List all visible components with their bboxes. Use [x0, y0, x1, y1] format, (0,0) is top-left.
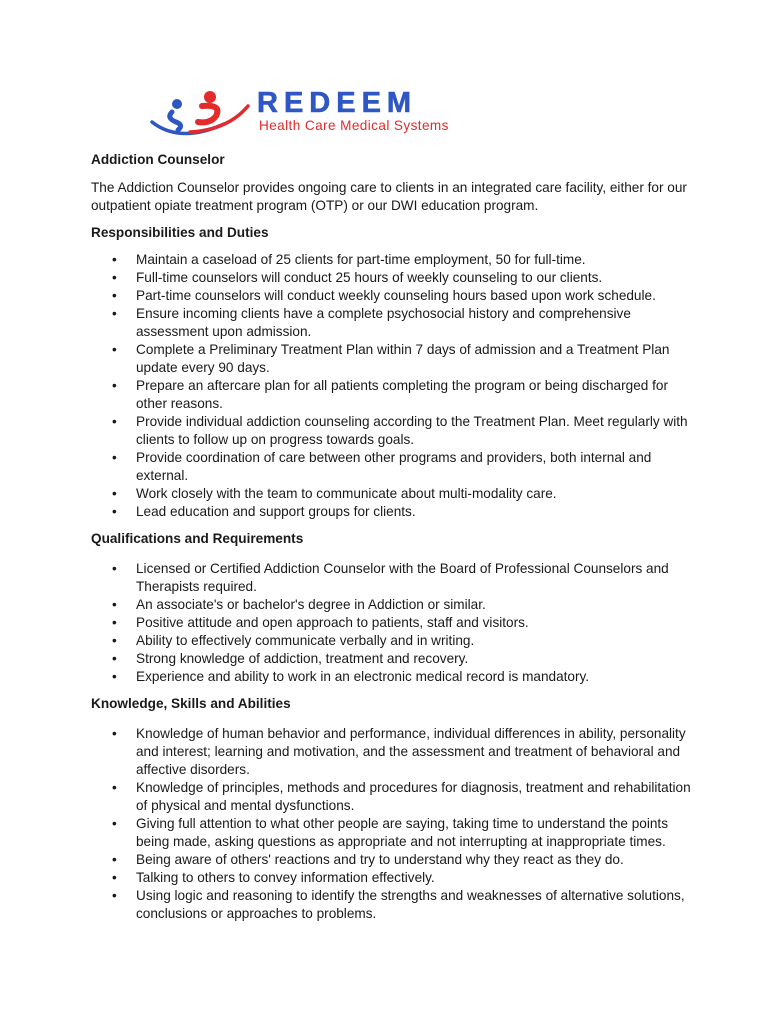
list-item: • Provide individual addiction counseling according to the Treatment Plan. Meet regularly with clients to follow up on progress towards goals.	[91, 413, 691, 449]
logo-tagline: Health Care Medical Systems	[259, 118, 449, 133]
list-item: • Part-time counselors will conduct weekly counseling hours based upon work schedule.	[91, 287, 691, 305]
list-item: • Positive attitude and open approach to patients, staff and visitors.	[91, 614, 691, 632]
list-item: • Being aware of others' reactions and try to understand why they react as they do.	[91, 851, 691, 869]
list-item: • Lead education and support groups for clients.	[91, 503, 691, 521]
job-intro: The Addiction Counselor provides ongoing care to clients in an integrated care facility, either for our outpatient opiate treatment program (OTP) or our DWI education program.	[91, 180, 687, 213]
list-item: • Full-time counselors will conduct 25 hours of weekly counseling to our clients.	[91, 269, 691, 287]
list-item: • Ensure incoming clients have a complete psychosocial history and comprehensive assessment upon admission.	[91, 305, 691, 341]
list-item: • Complete a Preliminary Treatment Plan within 7 days of admission and a Treatment Plan update every 90 days.	[91, 341, 691, 377]
list-item: • Strong knowledge of addiction, treatment and recovery.	[91, 650, 691, 668]
list-item: • Work closely with the team to communicate about multi-modality care.	[91, 485, 691, 503]
list-item: • Provide coordination of care between other programs and providers, both internal and external.	[91, 449, 691, 485]
people-swoosh-icon	[150, 88, 255, 140]
qualifications-list	[91, 560, 691, 686]
responsibilities-heading: Responsibilities and Duties	[91, 225, 269, 240]
list-item: • Prepare an aftercare plan for all patients completing the program or being discharged for other reasons.	[91, 377, 691, 413]
list-item: • Knowledge of human behavior and performance, individual differences in ability, personality and interest; learning and motivation, and the assessment and treatment of behavioral and affective disorders.	[91, 725, 691, 779]
list-item: • Ability to effectively communicate verbally and in writing.	[91, 632, 691, 650]
logo-brand-name: REDEEM	[257, 87, 418, 119]
list-item: • Licensed or Certified Addiction Counselor with the Board of Professional Counselors and Therapists required.	[91, 560, 691, 596]
list-item: • Knowledge of principles, methods and procedures for diagnosis, treatment and rehabilitation of physical and mental dysfunctions.	[91, 779, 691, 815]
list-item: • Experience and ability to work in an electronic medical record is mandatory.	[91, 668, 691, 686]
list-item: • Talking to others to convey information effectively.	[91, 869, 691, 887]
responsibilities-list	[91, 251, 691, 521]
job-description	[91, 151, 691, 923]
list-item: • Giving full attention to what other people are saying, taking time to understand the points being made, asking questions as appropriate and not interrupting at inappropriate times.	[91, 815, 691, 851]
ksa-heading: Knowledge, Skills and Abilities	[91, 696, 291, 711]
list-item: • An associate's or bachelor's degree in Addiction or similar.	[91, 596, 691, 614]
job-title: Addiction Counselor	[91, 152, 225, 167]
list-item: • Using logic and reasoning to identify the strengths and weaknesses of alternative solutions, conclusions or approaches to problems.	[91, 887, 691, 923]
list-item: • Maintain a caseload of 25 clients for part-time employment, 50 for full-time.	[91, 251, 691, 269]
company-logo	[150, 88, 530, 140]
qualifications-heading: Qualifications and Requirements	[91, 531, 304, 546]
ksa-list	[91, 725, 691, 923]
